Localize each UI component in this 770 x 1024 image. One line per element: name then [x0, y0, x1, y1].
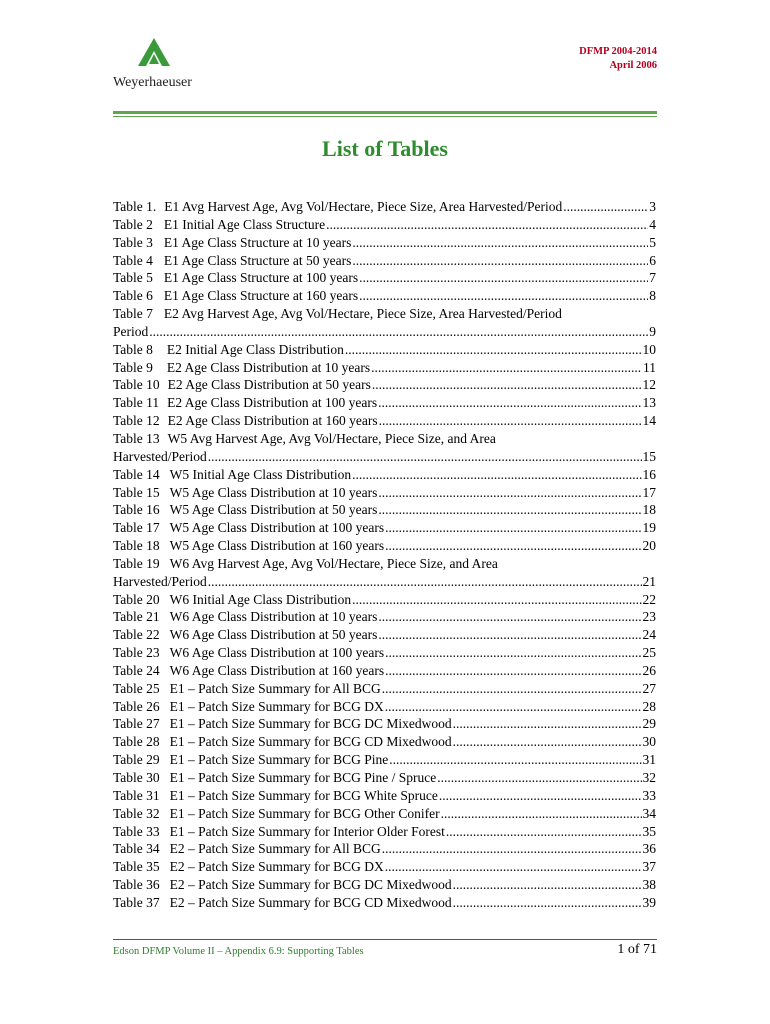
- toc-leader-dots: [345, 341, 642, 359]
- toc-table-number: Table 29: [113, 752, 160, 768]
- toc-leader-dots: [378, 484, 641, 502]
- toc-table-number: Table 14: [113, 466, 160, 482]
- toc-table-title: E1 – Patch Size Summary for BCG DX: [169, 698, 384, 714]
- toc-page-number: 18: [642, 502, 656, 518]
- toc-page-number: 15: [642, 448, 656, 464]
- toc-entry[interactable]: [113, 823, 656, 841]
- toc-leader-dots: [453, 894, 642, 912]
- toc-page-number: 39: [642, 894, 656, 910]
- toc-page-number: 6: [649, 252, 656, 268]
- footer-rule: [113, 939, 657, 940]
- toc-table-title: W6 Age Class Distribution at 10 years: [169, 609, 378, 625]
- toc-leader-dots: [382, 680, 642, 698]
- toc-entry[interactable]: [113, 341, 656, 359]
- toc-table-number: Table 4: [113, 252, 153, 268]
- toc-leader-dots: [352, 252, 648, 270]
- document-date: April 2006: [609, 60, 657, 71]
- toc-entry[interactable]: [113, 216, 656, 234]
- toc-table-number: Table 32: [113, 805, 160, 821]
- toc-leader-dots: [149, 323, 648, 341]
- toc-entry[interactable]: [113, 876, 656, 894]
- toc-table-title: E1 – Patch Size Summary for BCG Other Conifer: [169, 805, 440, 821]
- toc-entry[interactable]: [113, 698, 656, 716]
- toc-leader-dots: [385, 537, 641, 555]
- toc-entry[interactable]: [113, 715, 656, 733]
- toc-leader-dots: [326, 216, 648, 234]
- toc-page-number: 12: [642, 377, 656, 393]
- toc-table-number: Table 3: [113, 234, 153, 250]
- toc-table-number: Table 9: [113, 359, 153, 375]
- toc-leader-dots: [385, 519, 641, 537]
- toc-entry[interactable]: [113, 626, 656, 644]
- page-title: List of Tables: [322, 136, 448, 161]
- company-name: Weyerhaeuser: [113, 75, 192, 90]
- toc-leader-dots: [385, 858, 642, 876]
- toc-table-title-continuation: Harvested/Period: [113, 448, 207, 464]
- toc-table-title: E1 – Patch Size Summary for Interior Older Forest: [169, 823, 445, 839]
- table-of-contents: [113, 198, 656, 912]
- toc-table-number: Table 26: [113, 698, 160, 714]
- toc-table-title: E2 – Patch Size Summary for BCG DX: [169, 859, 384, 875]
- toc-table-number: Table 8: [113, 341, 153, 357]
- toc-entry[interactable]: [113, 555, 656, 573]
- toc-table-number: Table 34: [113, 841, 160, 857]
- toc-table-number: Table 16: [113, 502, 160, 518]
- toc-leader-dots: [378, 394, 641, 412]
- header-rule-thick: [113, 111, 657, 114]
- toc-entry[interactable]: [113, 287, 656, 305]
- toc-entry[interactable]: [113, 858, 656, 876]
- toc-page-number: 22: [642, 591, 656, 607]
- toc-table-title: E2 Age Class Distribution at 50 years: [167, 377, 371, 393]
- toc-table-number: Table 17: [113, 520, 160, 536]
- toc-leader-dots: [385, 662, 641, 680]
- toc-table-number: Table 15: [113, 484, 160, 500]
- toc-table-number: Table 11: [113, 395, 160, 411]
- toc-table-number: Table 37: [113, 894, 160, 910]
- toc-leader-dots: [378, 608, 641, 626]
- toc-table-title: E2 Initial Age Class Distribution: [166, 341, 344, 357]
- toc-page-number: 14: [642, 413, 656, 429]
- toc-entry[interactable]: [113, 680, 656, 698]
- toc-entry[interactable]: [113, 805, 656, 823]
- toc-entry[interactable]: [113, 252, 656, 270]
- toc-table-title-continuation: Period: [113, 323, 149, 339]
- toc-leader-dots: [441, 805, 642, 823]
- toc-table-number: Table 18: [113, 538, 160, 554]
- toc-entry[interactable]: [113, 894, 656, 912]
- toc-leader-dots: [208, 448, 642, 466]
- toc-table-number: Table 28: [113, 734, 160, 750]
- footer-page-number: 1 of 71: [617, 942, 657, 957]
- toc-leader-dots: [352, 466, 641, 484]
- toc-leader-dots: [453, 876, 642, 894]
- toc-page-number: 5: [649, 234, 656, 250]
- toc-table-title: W6 Initial Age Class Distribution: [169, 591, 352, 607]
- toc-page-number: 37: [642, 859, 656, 875]
- toc-table-number: Table 33: [113, 823, 160, 839]
- toc-table-title: E1 Avg Harvest Age, Avg Vol/Hectare, Piece Size, Area Harvested/Period: [164, 199, 563, 214]
- toc-table-title: E1 – Patch Size Summary for BCG Pine: [169, 752, 389, 768]
- toc-entry[interactable]: [113, 519, 656, 537]
- toc-page-number: 8: [649, 288, 656, 304]
- toc-leader-dots: [372, 376, 642, 394]
- toc-table-title: W5 Age Class Distribution at 100 years: [169, 520, 385, 536]
- toc-leader-dots: [208, 573, 642, 591]
- toc-entry[interactable]: [113, 305, 656, 323]
- toc-table-title: E1 – Patch Size Summary for All BCG: [169, 680, 381, 696]
- toc-table-number: Table 36: [113, 877, 160, 893]
- toc-table-title: E1 Initial Age Class Structure: [163, 216, 326, 232]
- toc-leader-dots: [352, 234, 648, 252]
- toc-table-title: E1 – Patch Size Summary for BCG Pine / Spruce: [169, 770, 437, 785]
- toc-leader-dots: [359, 269, 648, 287]
- toc-page-number: 28: [642, 698, 656, 714]
- toc-page-number: 24: [642, 627, 656, 643]
- toc-entry[interactable]: [113, 466, 656, 484]
- toc-entry[interactable]: [113, 662, 656, 680]
- toc-page-number: 36: [642, 841, 656, 857]
- header-rule-thin: [113, 116, 657, 117]
- toc-table-number: Table 31: [113, 787, 160, 803]
- toc-page-number: 23: [642, 609, 656, 625]
- toc-leader-dots: [563, 198, 648, 216]
- toc-leader-dots: [385, 644, 641, 662]
- toc-leader-dots: [439, 787, 642, 805]
- document-info: [579, 45, 657, 73]
- toc-page-number: 29: [642, 716, 656, 732]
- toc-entry[interactable]: [113, 840, 656, 858]
- toc-leader-dots: [453, 733, 642, 751]
- toc-entry[interactable]: [113, 644, 656, 662]
- toc-leader-dots: [352, 591, 641, 609]
- toc-table-number: Table 23: [113, 645, 160, 661]
- weyerhaeuser-tree-logo-icon: [137, 37, 171, 67]
- footer-document-reference: Edson DFMP Volume II – Appendix 6.9: Supporting Tables: [113, 946, 364, 957]
- toc-page-number: 19: [642, 520, 656, 536]
- toc-entry[interactable]: [113, 394, 656, 412]
- toc-page-number: 17: [642, 484, 656, 500]
- toc-page-number: 3: [649, 199, 656, 214]
- toc-leader-dots: [453, 715, 642, 733]
- toc-table-number: Table 10: [113, 377, 160, 393]
- toc-table-title: E1 Age Class Structure at 10 years: [163, 234, 352, 250]
- toc-table-number: Table 1.: [113, 199, 157, 214]
- toc-page-number: 38: [642, 877, 656, 893]
- toc-entry[interactable]: [113, 769, 656, 787]
- toc-entry[interactable]: [113, 591, 656, 609]
- toc-table-number: Table 13: [113, 430, 160, 446]
- toc-entry-continuation[interactable]: [113, 323, 656, 341]
- toc-table-title: E2 – Patch Size Summary for BCG CD Mixedwood: [169, 894, 452, 910]
- toc-page-number: 21: [642, 573, 656, 589]
- toc-leader-dots: [371, 359, 642, 377]
- toc-entry[interactable]: [113, 751, 656, 769]
- toc-table-number: Table 20: [113, 591, 160, 607]
- document-title: DFMP 2004-2014: [579, 46, 657, 57]
- toc-table-title: E2 Age Class Distribution at 10 years: [166, 359, 371, 375]
- toc-page-number: 7: [649, 270, 656, 286]
- toc-table-number: Table 6: [113, 288, 153, 304]
- toc-leader-dots: [379, 412, 642, 430]
- toc-table-number: Table 21: [113, 609, 160, 625]
- toc-entry[interactable]: [113, 412, 656, 430]
- toc-page-number: 33: [642, 787, 656, 803]
- toc-leader-dots: [378, 501, 641, 519]
- toc-table-title: W5 Initial Age Class Distribution: [169, 466, 352, 482]
- toc-page-number: 11: [643, 359, 656, 375]
- toc-table-title: E1 – Patch Size Summary for BCG DC Mixedwood: [169, 716, 452, 732]
- toc-entry[interactable]: [113, 484, 656, 502]
- toc-page-number: 16: [642, 466, 656, 482]
- toc-table-title: E1 Age Class Structure at 160 years: [163, 288, 359, 304]
- toc-table-number: Table 5: [113, 270, 153, 286]
- toc-entry[interactable]: [113, 787, 656, 805]
- toc-page-number: 34: [642, 805, 656, 821]
- toc-page-number: 25: [642, 645, 656, 661]
- toc-page-number: 13: [642, 395, 656, 411]
- toc-entry[interactable]: [113, 537, 656, 555]
- toc-entry[interactable]: [113, 430, 656, 448]
- toc-table-number: Table 7: [113, 306, 153, 322]
- toc-entry[interactable]: [113, 501, 656, 519]
- toc-table-number: Table 19: [113, 555, 160, 571]
- toc-table-title: E2 Avg Harvest Age, Avg Vol/Hectare, Piece Size, Area Harvested/Period: [163, 306, 562, 322]
- toc-page-number: 35: [642, 823, 656, 839]
- toc-table-title: W6 Age Class Distribution at 50 years: [169, 627, 378, 643]
- toc-table-title: E1 Age Class Structure at 50 years: [163, 252, 352, 268]
- toc-entry-continuation[interactable]: [113, 448, 656, 466]
- toc-page-number: 31: [642, 752, 656, 768]
- toc-table-title: E2 Age Class Distribution at 160 years: [167, 413, 378, 429]
- toc-table-number: Table 24: [113, 662, 160, 678]
- toc-entry-continuation[interactable]: [113, 573, 656, 591]
- toc-entry[interactable]: [113, 198, 656, 216]
- toc-table-title: W5 Age Class Distribution at 10 years: [169, 484, 378, 500]
- toc-table-title: E1 – Patch Size Summary for BCG CD Mixedwood: [169, 734, 452, 750]
- toc-table-number: Table 12: [113, 413, 160, 429]
- toc-table-title: W5 Age Class Distribution at 50 years: [169, 502, 378, 518]
- toc-entry[interactable]: [113, 608, 656, 626]
- toc-table-title: W5 Age Class Distribution at 160 years: [169, 538, 385, 554]
- toc-leader-dots: [378, 626, 641, 644]
- toc-table-number: Table 2: [113, 216, 153, 232]
- toc-page-number: 4: [649, 216, 656, 232]
- toc-page-number: 32: [642, 770, 656, 785]
- toc-table-number: Table 22: [113, 627, 160, 643]
- toc-table-number: Table 27: [113, 716, 160, 732]
- toc-table-title: W6 Age Class Distribution at 100 years: [169, 645, 385, 661]
- toc-leader-dots: [446, 823, 642, 841]
- toc-page-number: 26: [642, 662, 656, 678]
- toc-table-number: Table 30: [113, 770, 160, 785]
- toc-page-number: 30: [642, 734, 656, 750]
- toc-entry[interactable]: [113, 359, 656, 377]
- toc-table-title-continuation: Harvested/Period: [113, 573, 207, 589]
- toc-entry[interactable]: [113, 376, 656, 394]
- toc-table-title: E1 Age Class Structure at 100 years: [163, 270, 359, 286]
- toc-table-title: E2 – Patch Size Summary for BCG DC Mixedwood: [169, 877, 452, 893]
- toc-table-title: E2 – Patch Size Summary for All BCG: [169, 841, 381, 857]
- toc-entry[interactable]: [113, 269, 656, 287]
- toc-entry[interactable]: [113, 234, 656, 252]
- toc-table-title: E1 – Patch Size Summary for BCG White Spruce: [169, 787, 438, 803]
- toc-table-title: W5 Avg Harvest Age, Avg Vol/Hectare, Piece Size, and Area: [167, 430, 496, 446]
- toc-table-title: E2 Age Class Distribution at 100 years: [167, 395, 378, 411]
- toc-table-title: W6 Age Class Distribution at 160 years: [169, 662, 385, 678]
- toc-leader-dots: [382, 840, 642, 858]
- toc-entry[interactable]: [113, 733, 656, 751]
- toc-page-number: 9: [649, 323, 656, 339]
- toc-page-number: 10: [642, 341, 656, 357]
- toc-leader-dots: [385, 698, 642, 716]
- toc-leader-dots: [359, 287, 648, 305]
- toc-page-number: 27: [642, 680, 656, 696]
- toc-table-title: W6 Avg Harvest Age, Avg Vol/Hectare, Piece Size, and Area: [169, 555, 498, 571]
- toc-page-number: 20: [642, 538, 656, 554]
- toc-leader-dots: [389, 751, 641, 769]
- toc-table-number: Table 25: [113, 680, 160, 696]
- toc-table-number: Table 35: [113, 859, 160, 875]
- toc-leader-dots: [437, 769, 641, 787]
